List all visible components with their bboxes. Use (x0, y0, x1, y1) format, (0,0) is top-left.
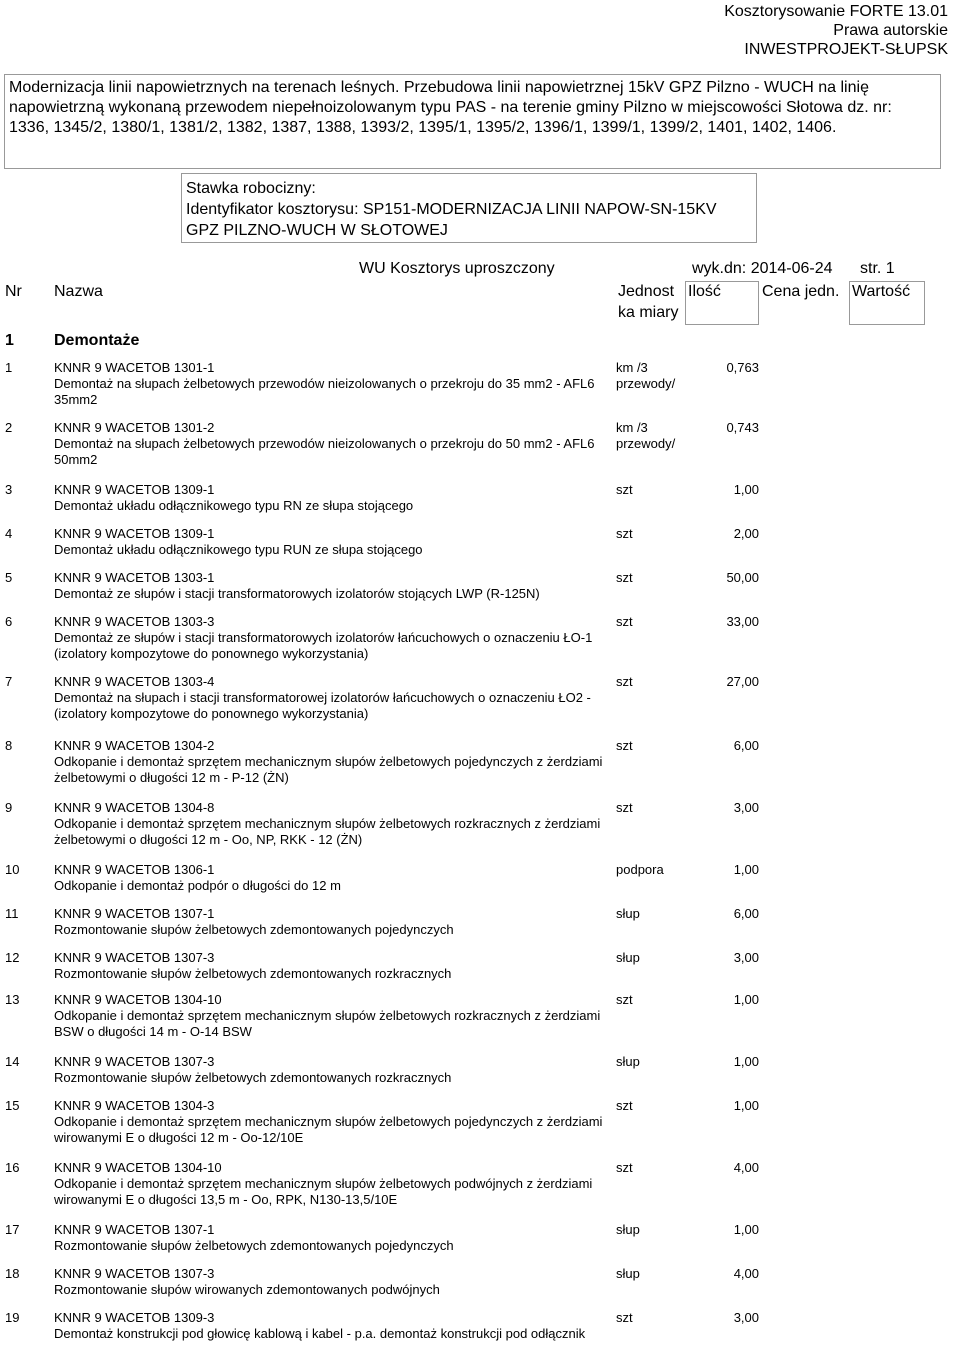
row-number: 9 (5, 800, 13, 815)
norm-code: KNNR 9 WACETOB 1303-4 (54, 674, 215, 689)
norm-code: KNNR 9 WACETOB 1307-3 (54, 1266, 215, 1281)
item-unit: podpora (616, 862, 664, 877)
section-title: Demontaże (54, 332, 140, 349)
item-quantity: 33,00 (726, 614, 759, 629)
item-unit: szt (616, 482, 633, 497)
execution-date: wyk.dn: 2014-06-24 (692, 260, 833, 277)
item-description: Demontaż na słupach i stacji transformatorowej izolatorów łańcuchowych o oznaczeniu ŁO2 - (izolatory kompozytowe do ponownego wykorzystania) (54, 690, 591, 721)
item-quantity: 1,00 (733, 1098, 759, 1113)
section-number: 1 (5, 332, 14, 349)
item-quantity: 1,00 (733, 862, 759, 877)
item-quantity: 4,00 (733, 1160, 759, 1175)
item-quantity: 6,00 (733, 906, 759, 921)
item-unit: szt (616, 674, 633, 689)
norm-code: KNNR 9 WACETOB 1309-3 (54, 1310, 215, 1325)
row-number: 8 (5, 738, 13, 753)
norm-code: KNNR 9 WACETOB 1301-1 (54, 360, 215, 375)
row-number: 11 (5, 906, 19, 921)
item-quantity: 4,00 (733, 1266, 759, 1281)
norm-code: KNNR 9 WACETOB 1304-2 (54, 738, 215, 753)
col-value-header: Wartość (852, 283, 911, 300)
item-quantity: 1,00 (733, 1222, 759, 1237)
item-description: Demontaż na słupach żelbetowych przewodów nieizolowanych o przekroju do 50 mm2 - AFL6 50mm2 (54, 436, 595, 467)
item-description: Demontaż konstrukcji pod głowicę kablową i kabel - p.a. demontaż konstrukcji pod odłącznik (54, 1326, 586, 1341)
item-description: Demontaż ze słupów i stacji transformatorowych izolatorów stojących LWP (R-125N) (54, 586, 540, 601)
item-unit: szt (616, 1098, 633, 1113)
project-title-box (4, 74, 941, 169)
item-unit: szt (616, 614, 633, 629)
item-quantity: 50,00 (726, 570, 759, 585)
norm-code: KNNR 9 WACETOB 1303-1 (54, 570, 215, 585)
item-unit: słup (616, 1222, 640, 1237)
col-unit-header (618, 281, 678, 323)
item-unit: km /3 przewody/ (616, 360, 676, 391)
item-quantity: 0,743 (726, 420, 759, 435)
item-description: Rozmontowanie słupów żelbetowych zdemontowanych pojedynczych (54, 922, 454, 937)
col-name-header: Nazwa (54, 283, 103, 300)
copyright-label: Prawa autorskie (833, 22, 948, 39)
norm-code: KNNR 9 WACETOB 1304-10 (54, 1160, 222, 1175)
item-description: Rozmontowanie słupów wirowanych zdemontowanych podwójnych (54, 1282, 440, 1297)
item-description: Demontaż ze słupów i stacji transformatorowych izolatorów łańcuchowych o oznaczeniu ŁO-1 (izolatory kompozytowe do ponownego wykorzystania) (54, 630, 593, 661)
project-title: Modernizacja linii napowietrznych na terenach leśnych. Przebudowa linii napowietrznej 15kV GPZ Pilzno - WUCH na linię napowietrzną wykonaną przewodem niepełnoizolowanym typu PAS - na terenie gminy Pilzno w miejscowości Słotowa dz. nr: 1336, 1345/2, 1380/1, 1381/2, 1382, 1387, 1388, 1393/2, 1395/1, 1395/2, 1396/1, 1399/1, 1399/2, 1401, 1402, 1406. (9, 79, 892, 136)
item-description: Odkopanie i demontaż sprzętem mechanicznym słupów żelbetowych pojedynczych z żerdziami wirowanymi E o długości 12 m - Oo-12/10E (54, 1114, 603, 1145)
item-description: Demontaż układu odłącznikowego typu RUN ze słupa stojącego (54, 542, 423, 557)
item-quantity: 1,00 (733, 482, 759, 497)
rate-label: Stawka robocizny: (186, 180, 316, 197)
item-unit: km /3 przewody/ (616, 420, 676, 451)
item-quantity: 3,00 (733, 1310, 759, 1325)
row-number: 2 (5, 420, 13, 435)
norm-code: KNNR 9 WACETOB 1304-8 (54, 800, 215, 815)
row-number: 12 (5, 950, 20, 965)
row-number: 16 (5, 1160, 20, 1175)
norm-code: KNNR 9 WACETOB 1303-3 (54, 614, 215, 629)
item-unit: słup (616, 1266, 640, 1281)
item-unit: szt (616, 570, 633, 585)
item-quantity: 0,763 (726, 360, 759, 375)
rate-box (181, 173, 757, 243)
software-header (724, 2, 948, 59)
item-description: Rozmontowanie słupów żelbetowych zdemontowanych pojedynczych (54, 1238, 454, 1253)
item-description: Odkopanie i demontaż sprzętem mechanicznym słupów żelbetowych rozkracznych z żerdziami BSW o długości 14 m - O-14 BSW (54, 1008, 601, 1039)
page-number: str. 1 (860, 260, 895, 277)
item-unit: szt (616, 738, 633, 753)
row-number: 15 (5, 1098, 20, 1113)
row-number: 4 (5, 526, 13, 541)
row-number: 3 (5, 482, 13, 497)
row-number: 6 (5, 614, 13, 629)
norm-code: KNNR 9 WACETOB 1301-2 (54, 420, 215, 435)
item-quantity: 1,00 (733, 992, 759, 1007)
item-description: Odkopanie i demontaż sprzętem mechanicznym słupów żelbetowych rozkracznych z żerdziami żelbetowymi o długości 12 m - Oo, NP, RKK - 12 (ŻN) (54, 816, 601, 847)
row-number: 17 (5, 1222, 20, 1237)
norm-code: KNNR 9 WACETOB 1309-1 (54, 526, 215, 541)
norm-code: KNNR 9 WACETOB 1306-1 (54, 862, 215, 877)
norm-code: KNNR 9 WACETOB 1304-3 (54, 1098, 215, 1113)
estimate-identifier: Identyfikator kosztorysu: SP151-MODERNIZACJA LINII NAPOW-SN-15KV GPZ PILZNO-WUCH W SŁOTOWEJ (186, 201, 717, 239)
norm-code: KNNR 9 WACETOB 1307-1 (54, 1222, 215, 1237)
item-quantity: 2,00 (733, 526, 759, 541)
row-number: 18 (5, 1266, 20, 1281)
item-description: Rozmontowanie słupów żelbetowych zdemontowanych rozkracznych (54, 1070, 452, 1085)
item-description: Odkopanie i demontaż sprzętem mechanicznym słupów żelbetowych podwójnych z żerdziami wirowanymi E o długości 13,5 m - Oo, RPK, N130-13,5/10E (54, 1176, 593, 1207)
item-unit: słup (616, 950, 640, 965)
software-name: Kosztorysowanie FORTE 13.01 (724, 3, 948, 20)
item-unit: szt (616, 1160, 633, 1175)
item-description: Demontaż na słupach żelbetowych przewodów nieizolowanych o przekroju do 35 mm2 - AFL6 35mm2 (54, 376, 595, 407)
item-quantity: 6,00 (733, 738, 759, 753)
item-quantity: 27,00 (726, 674, 759, 689)
norm-code: KNNR 9 WACETOB 1307-3 (54, 950, 215, 965)
item-description: Odkopanie i demontaż podpór o długości do 12 m (54, 878, 341, 893)
norm-code: KNNR 9 WACETOB 1304-10 (54, 992, 222, 1007)
row-number: 7 (5, 674, 13, 689)
norm-code: KNNR 9 WACETOB 1307-3 (54, 1054, 215, 1069)
norm-code: KNNR 9 WACETOB 1309-1 (54, 482, 215, 497)
row-number: 10 (5, 862, 20, 877)
row-number: 5 (5, 570, 13, 585)
item-quantity: 1,00 (733, 1054, 759, 1069)
item-description: Rozmontowanie słupów żelbetowych zdemontowanych rozkracznych (54, 966, 452, 981)
item-unit: szt (616, 992, 633, 1007)
item-quantity: 3,00 (733, 800, 759, 815)
col-unit-header-line1: Jednost (618, 283, 675, 300)
row-number: 1 (5, 360, 13, 375)
item-description: Odkopanie i demontaż sprzętem mechanicznym słupów żelbetowych pojedynczych z żerdziami żelbetowymi o długości 12 m - P-12 (ŻN) (54, 754, 603, 785)
col-nr-header: Nr (5, 283, 22, 300)
estimate-type: WU Kosztorys uproszczony (359, 260, 555, 277)
row-number: 14 (5, 1054, 20, 1069)
item-description: Demontaż układu odłącznikowego typu RN ze słupa stojącego (54, 498, 414, 513)
col-price-header: Cena jedn. (762, 283, 840, 300)
item-unit: szt (616, 800, 633, 815)
item-unit: słup (616, 1054, 640, 1069)
item-unit: szt (616, 526, 633, 541)
copyright-owner: INWESTPROJEKT-SŁUPSK (744, 41, 948, 58)
col-unit-header-line2: ka miary (618, 304, 679, 321)
col-qty-header: Ilość (688, 283, 721, 300)
item-unit: słup (616, 906, 640, 921)
norm-code: KNNR 9 WACETOB 1307-1 (54, 906, 215, 921)
item-unit: szt (616, 1310, 633, 1325)
row-number: 13 (5, 992, 20, 1007)
item-quantity: 3,00 (733, 950, 759, 965)
row-number: 19 (5, 1310, 20, 1325)
